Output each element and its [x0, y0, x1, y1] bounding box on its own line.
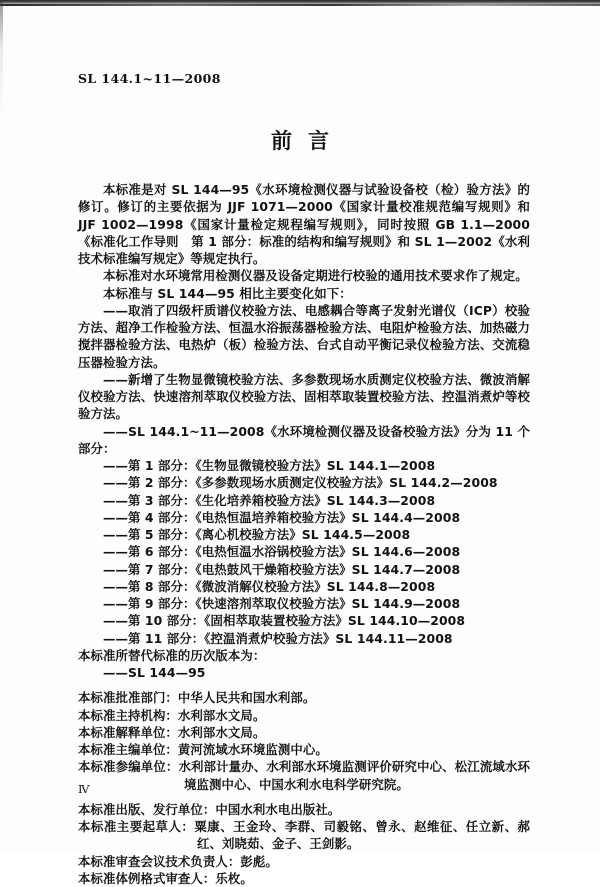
colophon-chief-editing-unit: 本标准主编单位：黄河流域水环境监测中心。	[78, 742, 328, 757]
list-item: ——第 7 部分：《电热鼓风干燥箱校验方法》SL 144.7—2008	[103, 561, 461, 577]
foreword-paragraph: 本标准与 SL 144—95 相比主要变化如下：	[103, 285, 352, 301]
page-title: 前言	[271, 129, 345, 153]
page-number: Ⅳ	[78, 782, 90, 796]
scan-artifact-top-edge	[0, 0, 600, 6]
list-item: ——第 2 部分：《多参数现场水质测定仪校验方法》SL 144.2—2008	[103, 475, 498, 491]
colophon-block	[78, 689, 530, 887]
foreword-change-item: ——取消了四级杆质谱仪校验方法、电感耦合等离子发射光谱仪（ICP）校验方法、超净工作检验方法、恒温水浴振荡器检验方法、电阻炉检验方法、加热磁力搅拌器检验方法、电热炉（板）检验方法、台式自动平衡记录仪检验方法、交流稳压器检验方法。	[78, 302, 530, 370]
scan-artifact-left-edge	[0, 0, 3, 120]
list-item: ——第 5 部分：《离心机校验方法》SL 144.5—2008	[103, 527, 411, 542]
list-item: ——第 8 部分：《微波消解仪校验方法》SL 144.8—2008	[103, 578, 436, 594]
list-item: ——第 10 部分：《固相萃取装置校验方法》SL 144.10—2008	[103, 613, 466, 629]
colophon-interpreting-unit: 本标准解释单位：水利部水文局。	[78, 724, 266, 740]
list-item: ——第 9 部分：《快速溶剂萃取仪校验方法》SL 144.9—2008	[103, 596, 461, 611]
block-spacer	[78, 681, 530, 689]
list-item: ——第 6 部分：《电热恒温水浴锅校验方法》SL 144.6—2008	[103, 544, 461, 560]
colophon-format-reviewer: 本标准体例格式审查人：乐枚。	[78, 870, 253, 886]
colophon-sponsoring-organization: 本标准主持机构：水利部水文局。	[78, 707, 266, 723]
foreword-paragraph: 本标准是对 SL 144—95《水环境检测仪器与试验设备校（检）验方法》的修订。修订的主要依据为 JJF 1071—2000《国家计量校准规范编写规则》和 JJF 1002—1998《国家计量检定规程编写规则》，同时按照 GB 1.1—2000《标准化工作导则 第 1 部分：标准的结构和编写规则》和 SL 1—2002《水利技术标准编写规定》等规定执行。	[78, 182, 530, 266]
standard-parts-list	[78, 457, 530, 647]
list-item: ——第 3 部分：《生化培养箱校验方法》SL 144.3—2008	[103, 492, 436, 508]
superseded-version-item: ——SL 144—95	[103, 665, 206, 680]
colophon-publisher: 本标准出版、发行单位：中国水利水电出版社。	[78, 801, 341, 817]
colophon-co-editing-units: 本标准参编单位：水利部计量办、水利部水环境监测评价研究中心、松江流域水环境监测中心、中国水利水电科学研究院。	[78, 759, 530, 792]
foreword-body	[78, 181, 530, 887]
colophon-review-technical-leader: 本标准审查会议技术负责人：彭彪。	[78, 853, 278, 869]
foreword-change-item: ——新增了生物显微镜校验方法、多参数现场水质测定仪校验方法、微波消解仪校验方法、快速溶剂萃取仪校验方法、固相萃取装置校验方法、控温消煮炉等校验方法。	[78, 371, 530, 422]
list-item: ——第 1 部分：《生物显微镜校验方法》SL 144.1—2008	[103, 458, 436, 473]
list-item: ——第 11 部分：《控温消煮炉校验方法》SL 144.11—2008	[103, 630, 453, 646]
superseded-versions-intro: 本标准所替代标准的历次版本为：	[78, 647, 266, 663]
colophon-principal-drafters: 本标准主要起草人：粟康、王金玲、李群、司毅铭、曾永、赵维征、任立新、郝红、刘晓茹、金子、王剑影。	[78, 819, 530, 852]
foreword-parts-intro: ——SL 144.1~11—2008《水环境检测仪器及设备校验方法》分为 11 个部分：	[78, 423, 530, 456]
block-spacer	[78, 793, 530, 801]
foreword-paragraph: 本标准对水环境常用检测仪器及设备定期进行校验的通用技术要求作了规定。	[103, 268, 528, 284]
colophon-approval-department: 本标准批准部门：中华人民共和国水利部。	[78, 690, 316, 706]
list-item: ——第 4 部分：《电热恒温培养箱校验方法》SL 144.4—2008	[103, 509, 461, 525]
running-head-standard-number: SL 144.1~11—2008	[78, 71, 221, 86]
